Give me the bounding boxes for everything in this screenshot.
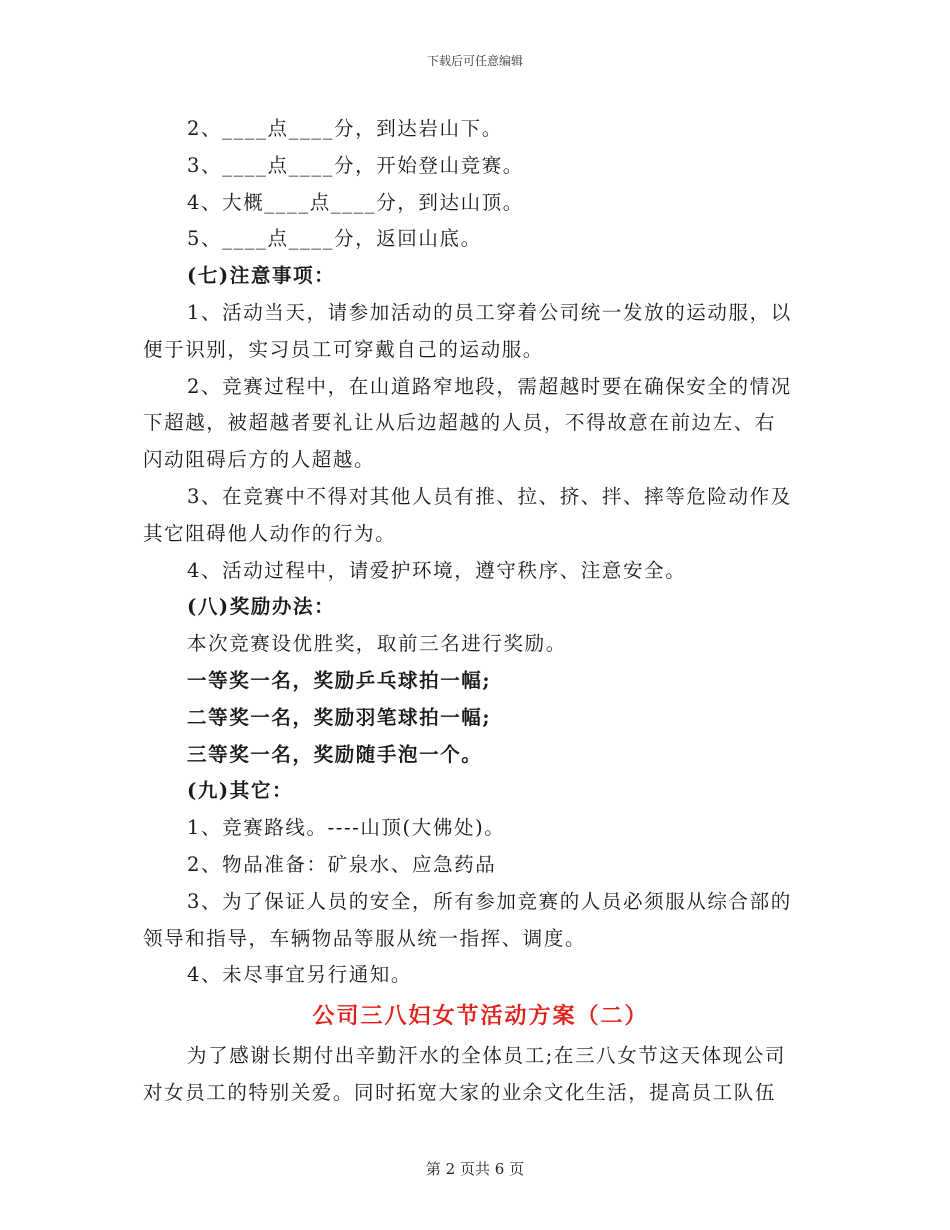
section-heading-rewards: (八)奖励办法：	[187, 595, 336, 619]
reward-first-prize: 一等奖一名，奖励乒乓球拍一幅;	[187, 668, 492, 692]
schedule-item-3: 3、____点____分，开始登山竞赛。	[187, 153, 524, 177]
section-heading-notes: (七)注意事项：	[187, 264, 336, 288]
schedule-item-5: 5、____点____分，返回山底。	[187, 227, 482, 251]
note-2-line-3: 闪动阻碍后方的人超越。	[143, 448, 376, 472]
schedule-item-2: 2、____点____分，到达岩山下。	[187, 117, 503, 140]
note-4: 4、活动过程中，请爱护环境，遵守秩序、注意安全。	[187, 558, 687, 582]
other-item-1: 1、竞赛路线。----山顶(大佛处)。	[187, 816, 506, 840]
note-1-line-1: 1、活动当天，请参加活动的员工穿着公司统一发放的运动服，以	[187, 300, 792, 324]
document-body	[143, 111, 808, 1112]
reward-third-prize: 三等奖一名，奖励随手泡一个。	[187, 742, 483, 766]
other-item-4: 4、未尽事宜另行通知。	[187, 963, 413, 987]
note-1-line-2: 便于识别，实习员工可穿戴自己的运动服。	[143, 337, 544, 361]
note-2-line-1: 2、竞赛过程中，在山道路窄地段，需超越时要在确保安全的情况	[187, 374, 792, 398]
page-footer: 第 2 页共 6 页	[425, 1160, 525, 1178]
note-3-line-1: 3、在竞赛中不得对其他人员有推、拉、挤、拌、摔等危险动作及	[187, 484, 792, 508]
other-item-3-line-1: 3、为了保证人员的安全，所有参加竞赛的人员必须服从综合部的	[187, 889, 792, 913]
section-title: 公司三八妇女节活动方案（二）	[312, 1003, 649, 1030]
section-heading-other: (九)其它：	[187, 779, 294, 803]
note-3-line-2: 其它阻碍他人动作的行为。	[143, 521, 397, 545]
other-item-3-line-2: 领导和指导，车辆物品等服从统一指挥、调度。	[143, 926, 587, 950]
page-header: 下载后可任意编辑	[426, 54, 523, 68]
intro-paragraph-line-1: 为了感谢长期付出辛勤汗水的全体员工;在三八女节这天体现公司	[187, 1044, 786, 1068]
rewards-intro: 本次竞赛设优胜奖，取前三名进行奖励。	[187, 632, 567, 656]
reward-second-prize: 二等奖一名，奖励羽笔球拍一幅;	[187, 705, 492, 729]
other-item-2: 2、物品准备：矿泉水、应急药品	[187, 852, 497, 876]
schedule-item-4: 4、大概____点____分，到达山顶。	[187, 190, 524, 214]
intro-paragraph-line-2: 对女员工的特别关爱。同时拓宽大家的业余文化生活，提高员工队伍	[143, 1080, 777, 1104]
note-2-line-2: 下超越，被超越者要礼让从后边超越的人员，不得故意在前边左、右	[143, 411, 777, 435]
